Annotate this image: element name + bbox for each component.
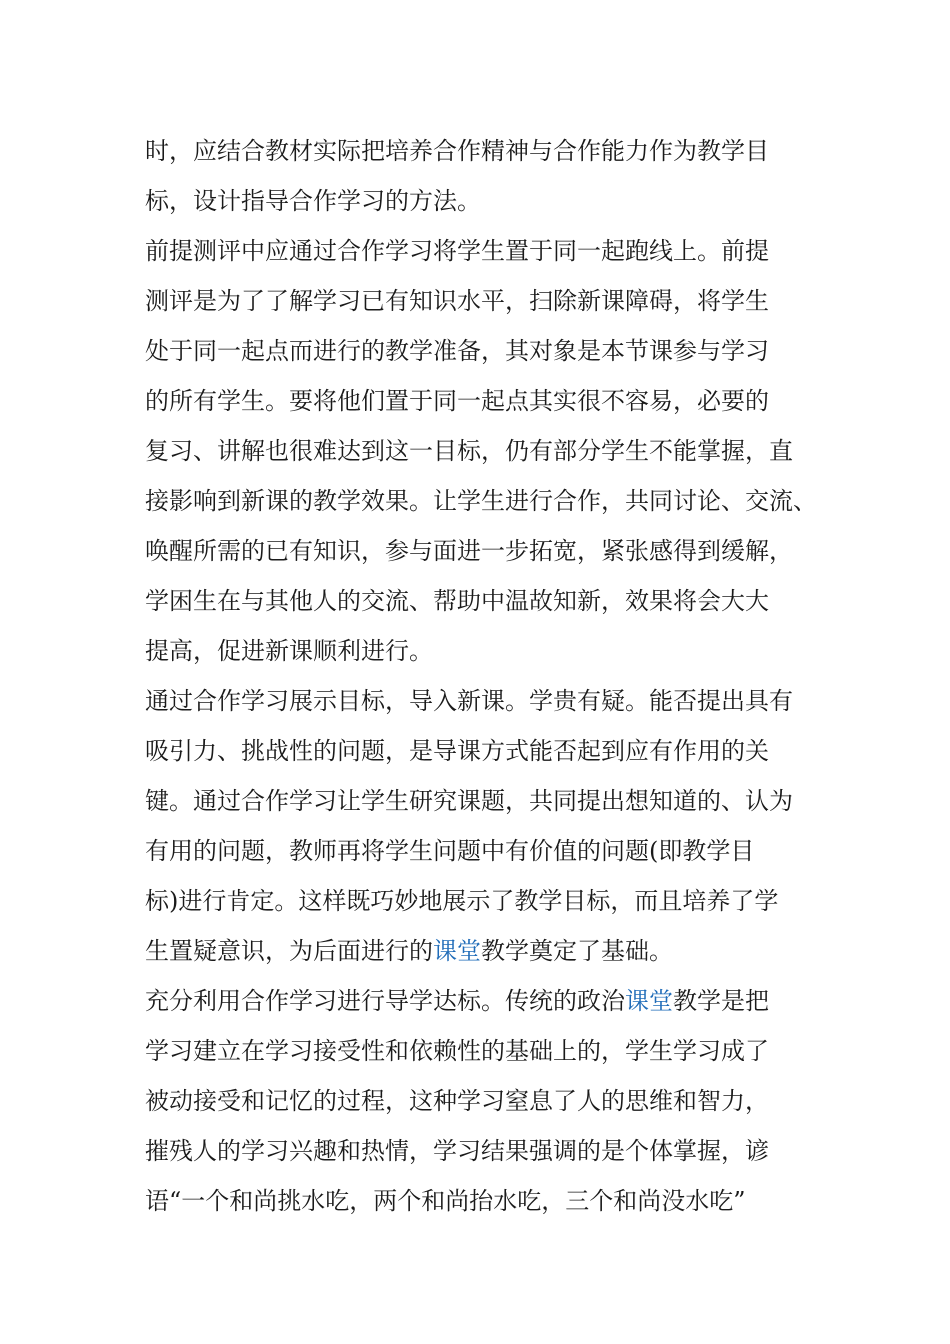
text-segment: 充分利用合作学习进行导学达标。传统的政治 xyxy=(145,987,625,1015)
text-line: 学习建立在学习接受性和依赖性的基础上的，学生学习成了 xyxy=(145,1037,769,1065)
text-line: 摧残人的学习兴趣和热情，学习结果强调的是个体掌握，谚 xyxy=(145,1137,769,1165)
text-line: 通过合作学习展示目标，导入新课。学贵有疑。能否提出具有 xyxy=(145,687,793,715)
text-segment: 教学是把 xyxy=(673,987,769,1015)
text-line: 吸引力、挑战性的问题，是导课方式能否起到应有作用的关 xyxy=(145,737,769,765)
paragraph-goals xyxy=(145,126,825,226)
text-line: 学困生在与其他人的交流、帮助中温故知新，效果将会大大 xyxy=(145,587,769,615)
text-line: 的所有学生。要将他们置于同一起点其实很不容易，必要的 xyxy=(145,387,769,415)
text-line: 时，应结合教材实际把培养合作精神与合作能力作为教学目 xyxy=(145,137,769,165)
text-line-with-link xyxy=(145,926,825,976)
paragraph-guided-learning xyxy=(145,976,825,1226)
text-line: 语“一个和尚挑水吃，两个和尚抬水吃，三个和尚没水吃” xyxy=(145,1187,746,1215)
text-line: 接影响到新课的教学效果。让学生进行合作，共同讨论、交流、 xyxy=(145,487,817,515)
document-body xyxy=(145,126,825,1226)
classroom-link[interactable]: 课堂 xyxy=(433,937,481,965)
text-line: 标)进行肯定。这样既巧妙地展示了教学目标，而且培养了学 xyxy=(145,887,779,915)
text-line: 复习、讲解也很难达到这一目标，仍有部分学生不能掌握，直 xyxy=(145,437,793,465)
text-line: 处于同一起点而进行的教学准备，其对象是本节课参与学习 xyxy=(145,337,769,365)
text-line-with-link xyxy=(145,976,825,1026)
classroom-link[interactable]: 课堂 xyxy=(625,987,673,1015)
text-line: 有用的问题，教师再将学生问题中有价值的问题(即教学目 xyxy=(145,837,755,865)
paragraph-pretest xyxy=(145,226,825,676)
text-segment: 生置疑意识，为后面进行的 xyxy=(145,937,433,965)
text-segment: 教学奠定了基础。 xyxy=(481,937,673,965)
text-line: 前提测评中应通过合作学习将学生置于同一起跑线上。前提 xyxy=(145,237,769,265)
text-line: 提高，促进新课顺利进行。 xyxy=(145,637,433,665)
text-line: 测评是为了了解学习已有知识水平，扫除新课障碍，将学生 xyxy=(145,287,769,315)
text-line: 被动接受和记忆的过程，这种学习窒息了人的思维和智力， xyxy=(145,1087,769,1115)
text-line: 标，设计指导合作学习的方法。 xyxy=(145,187,481,215)
paragraph-show-goals xyxy=(145,676,825,976)
text-line: 键。通过合作学习让学生研究课题，共同提出想知道的、认为 xyxy=(145,787,793,815)
text-line: 唤醒所需的已有知识，参与面进一步拓宽，紧张感得到缓解， xyxy=(145,537,793,565)
